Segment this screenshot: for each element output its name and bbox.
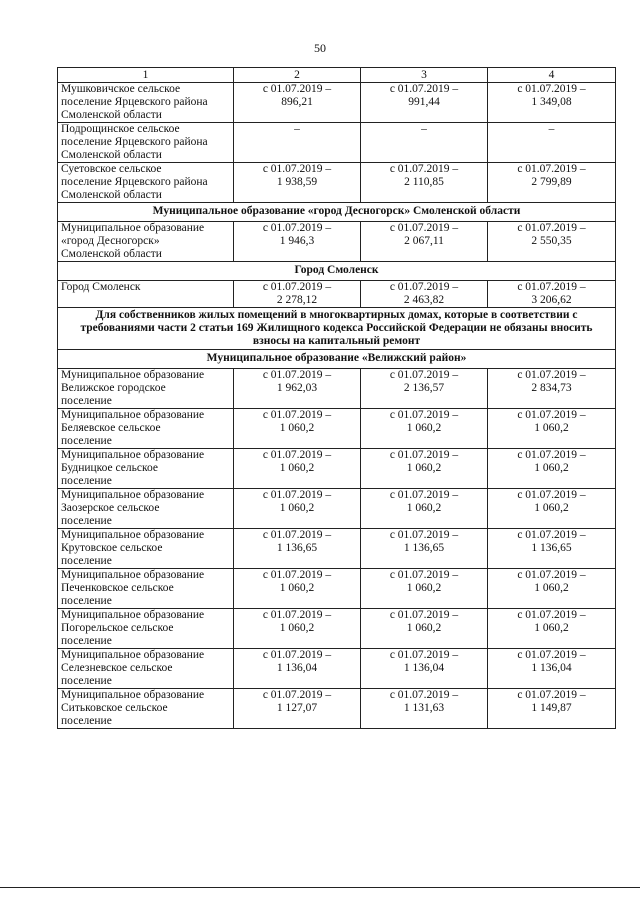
rate-period: с 01.07.2019 – (389, 281, 459, 293)
section-row (58, 350, 616, 369)
municipality-name-line: поселение (61, 475, 112, 487)
column-number: 4 (488, 68, 616, 83)
page-number: 50 (314, 41, 326, 55)
rate-period: с 01.07.2019 – (262, 609, 332, 621)
rate-cell-c3 (361, 163, 488, 203)
municipality-name-line: Селезневское сельское (61, 662, 173, 674)
rate-period: с 01.07.2019 – (262, 163, 332, 175)
rate-cell-c3 (361, 489, 488, 529)
rate-cell-c3 (361, 222, 488, 262)
rate-cell-c3 (361, 609, 488, 649)
rate-cell-c2 (234, 609, 361, 649)
rate-cell-c4 (488, 689, 616, 729)
municipality-name-line: Муниципальное образование (61, 489, 205, 501)
municipality-name-line: Смоленской области (61, 189, 162, 201)
note-row (58, 308, 616, 350)
municipality-name-line: Погорельское сельское (61, 622, 174, 634)
rate-cell-c2 (234, 489, 361, 529)
municipality-name-line: Беляевское сельское (61, 422, 161, 434)
municipality-name-cell (58, 83, 234, 123)
municipality-name-line: Заозерское сельское (61, 502, 160, 514)
rate-period: с 01.07.2019 – (389, 569, 459, 581)
rate-cell-c2 (234, 529, 361, 569)
rate-period: с 01.07.2019 – (262, 529, 332, 541)
rate-period: с 01.07.2019 – (517, 369, 586, 381)
rate-cell-c3 (361, 281, 488, 308)
column-number: 2 (234, 68, 361, 83)
municipality-name-line: Будницкое сельское (61, 462, 158, 474)
municipality-name-line: Мушковичское сельское (61, 83, 181, 95)
rate-value: 1 060,2 (279, 582, 315, 594)
municipality-name-cell (58, 409, 234, 449)
municipality-name-line: поселение (61, 395, 112, 407)
rate-cell-c3 (361, 569, 488, 609)
rate-period: с 01.07.2019 – (262, 489, 332, 501)
table-header-row (58, 68, 616, 83)
rate-cell-c3 (361, 369, 488, 409)
tariff-table-body (58, 68, 616, 729)
table-row (58, 649, 616, 689)
rate-value: 1 060,2 (534, 502, 569, 514)
rate-cell-c2 (234, 123, 361, 163)
rate-value: 896,21 (281, 96, 313, 108)
municipality-name-line: поселение (61, 595, 112, 607)
rate-value: 1 060,2 (279, 622, 315, 634)
rate-value: 1 136,04 (276, 662, 318, 674)
municipality-name-line: Смоленской области (61, 248, 162, 260)
rate-cell-c2 (234, 369, 361, 409)
municipality-name-line: поселение (61, 675, 112, 687)
municipality-name-cell (58, 123, 234, 163)
rate-period: с 01.07.2019 – (389, 689, 459, 701)
municipality-name-line: поселение Ярцевского района (61, 96, 208, 108)
rate-cell-c4 (488, 609, 616, 649)
rate-value: 2 278,12 (276, 294, 318, 306)
rate-cell-c4 (488, 489, 616, 529)
municipality-name-cell (58, 449, 234, 489)
rate-cell-c3 (361, 409, 488, 449)
rate-value: 1 938,59 (276, 176, 318, 188)
municipality-name-line: Смоленской области (61, 109, 162, 121)
rate-value: 1 349,08 (531, 96, 572, 108)
rate-cell-c4 (488, 281, 616, 308)
rate-value: 1 060,2 (279, 502, 315, 514)
municipality-name-line: поселение (61, 515, 112, 527)
rate-value: 1 060,2 (279, 422, 315, 434)
municipality-name-cell (58, 609, 234, 649)
municipality-name-line: Муниципальное образование (61, 609, 205, 621)
rate-value: 1 060,2 (534, 622, 569, 634)
table-row (58, 83, 616, 123)
rate-value: 1 127,07 (276, 702, 318, 714)
rate-cell-c2 (234, 83, 361, 123)
rate-value: 2 550,35 (531, 235, 572, 247)
municipality-name-line: Город Смоленск (61, 281, 141, 293)
rate-value: 991,44 (408, 96, 440, 108)
rate-period: с 01.07.2019 – (517, 409, 586, 421)
column-number: 1 (58, 68, 234, 83)
municipality-name-cell (58, 369, 234, 409)
rate-cell-c2 (234, 409, 361, 449)
section-row (58, 203, 616, 222)
municipality-name-line: поселение Ярцевского района (61, 136, 208, 148)
rate-value: 1 060,2 (406, 582, 442, 594)
rate-period: с 01.07.2019 – (389, 83, 459, 95)
municipality-name-line: Муниципальное образование (61, 529, 205, 541)
rate-period: с 01.07.2019 – (517, 489, 586, 501)
rate-value: 2 067,11 (404, 235, 444, 247)
rate-cell-c4 (488, 449, 616, 489)
table-row (58, 222, 616, 262)
table-row (58, 489, 616, 529)
municipality-name-line: Муниципальное образование (61, 409, 205, 421)
rate-period: с 01.07.2019 – (262, 222, 332, 234)
rate-cell-c4 (488, 222, 616, 262)
table-row (58, 449, 616, 489)
rate-cell-c3 (361, 449, 488, 489)
municipality-name-cell (58, 529, 234, 569)
rate-period: – (548, 123, 555, 135)
municipality-name-line: поселение (61, 435, 112, 447)
municipality-name-cell (58, 649, 234, 689)
section-heading: Город Смоленск (58, 262, 616, 281)
municipality-name-line: Суетовское сельское (61, 163, 162, 175)
rate-period: с 01.07.2019 – (389, 649, 459, 661)
municipality-name-line: Муниципальное образование (61, 222, 205, 234)
municipality-name-line: Муниципальное образование (61, 369, 205, 381)
municipality-name-line: Муниципальное образование (61, 569, 205, 581)
table-row (58, 529, 616, 569)
municipality-name-line: Смоленской области (61, 149, 162, 161)
column-number: 3 (361, 68, 488, 83)
municipality-name-line: поселение (61, 635, 112, 647)
rate-period: с 01.07.2019 – (517, 222, 586, 234)
municipality-name-line: Ситьковское сельское (61, 702, 168, 714)
table-row (58, 689, 616, 729)
section-row (58, 262, 616, 281)
table-row (58, 163, 616, 203)
municipality-name-line: поселение (61, 715, 112, 727)
rate-cell-c2 (234, 449, 361, 489)
table-row (58, 281, 616, 308)
rate-cell-c2 (234, 222, 361, 262)
rate-period: с 01.07.2019 – (262, 689, 332, 701)
municipality-name-line: Велижское городское (61, 382, 166, 394)
rate-period: с 01.07.2019 – (389, 163, 459, 175)
rate-period: с 01.07.2019 – (389, 449, 459, 461)
rate-cell-c4 (488, 409, 616, 449)
section-heading: Муниципальное образование «Велижский район» (58, 350, 616, 369)
rate-period: с 01.07.2019 – (517, 649, 586, 661)
rate-value: 1 060,2 (534, 462, 569, 474)
table-row (58, 409, 616, 449)
rate-cell-c2 (234, 689, 361, 729)
rate-value: 2 834,73 (531, 382, 572, 394)
municipality-name-cell (58, 281, 234, 308)
section-heading: Муниципальное образование «город Десногорск» Смоленской области (58, 203, 616, 222)
rate-period: с 01.07.2019 – (517, 83, 586, 95)
rate-value: 1 962,03 (276, 382, 318, 394)
rate-value: 2 799,89 (531, 176, 572, 188)
footer-rule (0, 887, 640, 888)
rate-value: 1 136,65 (531, 542, 572, 554)
rate-value: 1 060,2 (406, 622, 442, 634)
rate-period: с 01.07.2019 – (262, 569, 332, 581)
municipality-name-line: Крутовское сельское (61, 542, 163, 554)
rate-period: с 01.07.2019 – (517, 163, 586, 175)
municipality-name-cell (58, 569, 234, 609)
municipality-name-line: Муниципальное образование (61, 689, 205, 701)
rate-period: с 01.07.2019 – (517, 281, 586, 293)
municipality-name-line: Печенковское сельское (61, 582, 174, 594)
rate-cell-c4 (488, 649, 616, 689)
rate-period: с 01.07.2019 – (517, 609, 586, 621)
rate-cell-c2 (234, 649, 361, 689)
rate-cell-c3 (361, 689, 488, 729)
rate-period: с 01.07.2019 – (389, 529, 459, 541)
rate-cell-c4 (488, 529, 616, 569)
rate-period: с 01.07.2019 – (517, 529, 586, 541)
municipality-name-line: поселение (61, 555, 112, 567)
rate-period: с 01.07.2019 – (517, 449, 586, 461)
municipality-name-cell (58, 222, 234, 262)
rate-value: 1 060,2 (406, 502, 442, 514)
rate-value: 1 131,63 (403, 702, 445, 714)
rate-period: с 01.07.2019 – (262, 649, 332, 661)
rate-cell-c4 (488, 83, 616, 123)
rate-value: 1 136,65 (403, 542, 445, 554)
rate-value: 2 110,85 (404, 176, 444, 188)
rate-period: с 01.07.2019 – (389, 222, 459, 234)
rate-value: 1 060,2 (534, 582, 569, 594)
rate-cell-c2 (234, 569, 361, 609)
rate-value: 1 136,04 (531, 662, 572, 674)
rate-cell-c4 (488, 123, 616, 163)
rate-period: с 01.07.2019 – (517, 569, 586, 581)
rate-period: с 01.07.2019 – (389, 409, 459, 421)
rate-value: 1 149,87 (531, 702, 572, 714)
rate-value: 1 136,04 (403, 662, 445, 674)
rate-period: – (421, 123, 427, 135)
rate-period: с 01.07.2019 – (262, 369, 332, 381)
rate-period: с 01.07.2019 – (389, 369, 459, 381)
municipality-name-cell (58, 489, 234, 529)
table-row (58, 369, 616, 409)
rate-value: 3 206,62 (531, 294, 572, 306)
rate-value: 1 060,2 (534, 422, 569, 434)
rate-period: с 01.07.2019 – (517, 689, 586, 701)
municipality-name-line: поселение Ярцевского района (61, 176, 208, 188)
rate-value: 1 946,3 (279, 235, 315, 247)
rate-value: 1 136,65 (276, 542, 318, 554)
rate-value: 2 136,57 (403, 382, 445, 394)
rate-cell-c3 (361, 649, 488, 689)
rate-period: с 01.07.2019 – (389, 609, 459, 621)
tariff-table (57, 67, 616, 729)
note-text: Для собственников жилых помещений в многоквартирных домах, которые в соответствии с требованиями части 2 статьи 169 Жилищного кодекса Российской Федерации не обязаны вносить взносы на капитальный ремонт (58, 308, 616, 350)
table-row (58, 609, 616, 649)
rate-period: – (294, 123, 300, 135)
rate-period: с 01.07.2019 – (262, 409, 332, 421)
rate-value: 1 060,2 (406, 462, 442, 474)
rate-cell-c3 (361, 83, 488, 123)
rate-cell-c4 (488, 369, 616, 409)
rate-cell-c2 (234, 163, 361, 203)
municipality-name-line: Муниципальное образование (61, 449, 205, 461)
rate-period: с 01.07.2019 – (262, 449, 332, 461)
municipality-name-line: Подрощинское сельское (61, 123, 180, 135)
rate-cell-c3 (361, 529, 488, 569)
rate-cell-c4 (488, 569, 616, 609)
rate-value: 1 060,2 (406, 422, 442, 434)
table-row (58, 123, 616, 163)
municipality-name-line: «город Десногорск» (61, 235, 160, 247)
municipality-name-line: Муниципальное образование (61, 649, 205, 661)
rate-value: 2 463,82 (403, 294, 445, 306)
rate-period: с 01.07.2019 – (389, 489, 459, 501)
municipality-name-cell (58, 689, 234, 729)
table-row (58, 569, 616, 609)
rate-value: 1 060,2 (279, 462, 315, 474)
municipality-name-cell (58, 163, 234, 203)
rate-period: с 01.07.2019 – (262, 83, 332, 95)
rate-cell-c2 (234, 281, 361, 308)
rate-cell-c4 (488, 163, 616, 203)
rate-period: с 01.07.2019 – (262, 281, 332, 293)
rate-cell-c3 (361, 123, 488, 163)
